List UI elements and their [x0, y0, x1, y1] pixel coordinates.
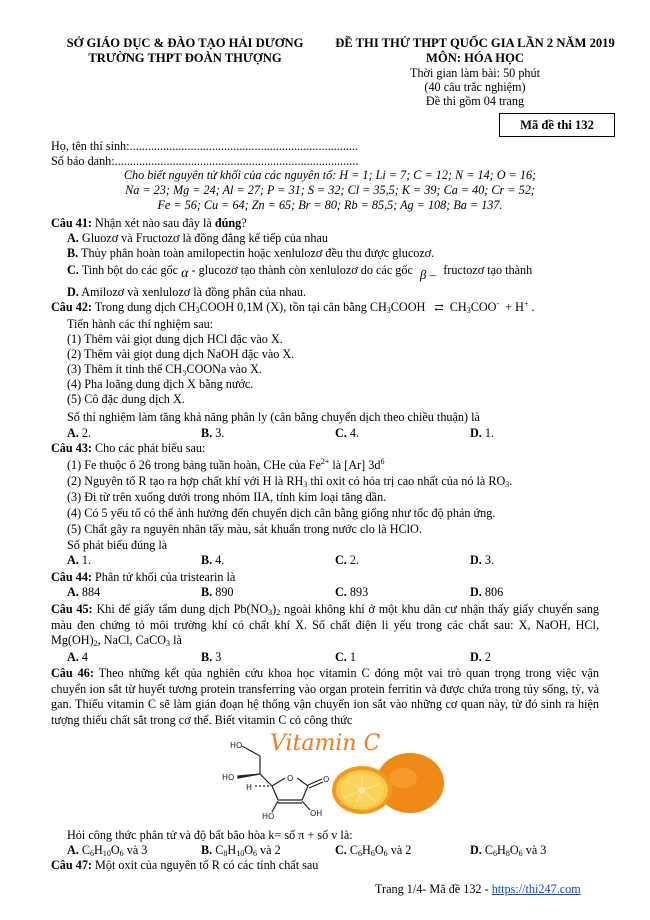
- subscript: 3: [466, 306, 471, 315]
- formula-text: O: [509, 843, 519, 857]
- question-text: Trong dung dịch CH: [91, 300, 196, 314]
- subscript: 6: [90, 849, 95, 858]
- superscript: -: [496, 299, 500, 308]
- option-letter: B.: [67, 246, 79, 260]
- formula-text: H: [227, 843, 237, 857]
- option-letter: C.: [67, 263, 79, 277]
- option-text: và 2: [257, 843, 281, 857]
- question-text: + H: [502, 300, 524, 314]
- q44-option-c[interactable]: [335, 585, 368, 600]
- question-number: Câu 43:: [51, 441, 92, 455]
- question-text: Nhận xét nào sau đây là: [91, 216, 215, 230]
- q42-item-4: (4) Pha loãng dung dịch X bằng nước.: [67, 377, 254, 391]
- candidate-id-label: Số báo danh:: [51, 154, 115, 168]
- q42-intro: Tiến hành các thí nghiệm sau:: [67, 317, 214, 331]
- school-header: [40, 36, 330, 66]
- option-letter: D.: [470, 426, 482, 440]
- option-text: 1.: [81, 553, 92, 567]
- subscript: 8: [505, 849, 510, 858]
- footer-text: Trang 1/4- Mã đề 132 -: [375, 882, 492, 896]
- q43-option-b[interactable]: [201, 553, 224, 568]
- ring-oxygen-label: O: [287, 774, 294, 783]
- exam-code-box: Mã đề thi 132: [499, 113, 615, 137]
- q45-option-a[interactable]: [67, 650, 88, 665]
- option-text: fructozơ tạo thành: [440, 263, 533, 277]
- footer-link[interactable]: https://thi247.com: [491, 882, 581, 896]
- q41-option-d[interactable]: [67, 285, 306, 300]
- q41-option-c[interactable]: [67, 262, 533, 282]
- option-text: 2.: [349, 553, 360, 567]
- subscript: 3: [303, 480, 308, 489]
- subscript: 3: [195, 306, 200, 315]
- question-46: [51, 666, 599, 728]
- option-text: - glucozơ tạo thành còn xenlulozơ do các gốc: [188, 263, 416, 277]
- option-letter: D.: [470, 585, 482, 599]
- option-text: 806: [484, 585, 504, 599]
- exam-question-count: (40 câu trắc nghiệm): [424, 80, 526, 94]
- option-text: 884: [81, 585, 101, 599]
- q43-option-d[interactable]: [470, 553, 494, 568]
- option-text: 3.: [484, 553, 495, 567]
- option-text: 893: [349, 585, 369, 599]
- option-text: 3: [215, 650, 222, 664]
- candidate-id-line: [51, 154, 358, 169]
- candidate-id-field[interactable]: ................................................................................: [114, 154, 359, 168]
- item-text: .: [509, 474, 513, 488]
- option-letter: D.: [67, 285, 79, 299]
- option-text: và 2: [387, 843, 412, 857]
- option-letter: C.: [335, 843, 347, 857]
- question-text: .: [528, 300, 535, 314]
- option-text: 4.: [215, 553, 225, 567]
- option-letter: A.: [67, 843, 79, 857]
- q42-option-a[interactable]: [67, 426, 91, 441]
- subscript: 6: [518, 849, 523, 858]
- q42-option-b[interactable]: [201, 426, 224, 441]
- q45-option-b[interactable]: [201, 650, 221, 665]
- vitamin-c-title: Vitamin C: [270, 731, 381, 756]
- option-letter: C.: [335, 585, 347, 599]
- subscript: 6: [383, 849, 388, 858]
- subscript: 3: [166, 639, 171, 648]
- question-43: [51, 441, 205, 456]
- subscript: 2: [276, 608, 281, 617]
- subscript: 6: [493, 849, 498, 858]
- option-letter: C.: [335, 553, 347, 567]
- question-41: [51, 216, 247, 231]
- question-number: Câu 46:: [51, 666, 94, 680]
- option-letter: B.: [201, 585, 213, 599]
- exam-pages: Đề thi gồm 04 trang: [425, 94, 525, 108]
- q44-option-b[interactable]: [201, 585, 234, 600]
- q42-item-2: (2) Thêm vài giọt dung dịch NaOH đặc vào X.: [67, 347, 295, 361]
- q43-item-5: (5) Chất gây ra nguyên nhân tẩy màu, sát khuẩn trong nước clo là HClO.: [67, 522, 422, 536]
- option-text: 890: [215, 585, 234, 599]
- subscript: 10: [236, 849, 245, 858]
- q46-option-a[interactable]: [67, 843, 147, 858]
- formula-text: H: [497, 843, 506, 857]
- option-text: 1.: [484, 426, 495, 440]
- candidate-name-field[interactable]: ...........................................................................: [129, 139, 359, 153]
- question-text: COO: [470, 300, 497, 314]
- subscript: 10: [102, 849, 111, 858]
- formula-text: O: [110, 843, 120, 857]
- question-text: Cho các phát biểu sau:: [91, 441, 206, 455]
- question-text: CH: [449, 300, 467, 314]
- q43-item-3: (3) Đi từ trên xuống dưới trong nhóm IIA, tính kim loại tăng dần.: [67, 490, 387, 504]
- q44-option-d[interactable]: [470, 585, 503, 600]
- question-number: Câu 47:: [51, 858, 92, 872]
- option-text: 1: [349, 650, 356, 664]
- subscript: 6: [370, 849, 375, 858]
- q43-item-4: (4) Có 5 yếu tố có thể ảnh hưởng đến chuyển dịch cân bằng giống như tốc độ phản ứng.: [67, 506, 496, 520]
- question-text: Theo những kết qủa nghiên cứu khoa học vitamin C đóng một vai trò quan trọng trong việc vận chuyển ion sắt từ huyết tương protein transferring vào organ protein ferritin và được chứa trong tủy sống, tỳ, và gan. Thiếu vitamin C sẽ làm gián đoạn hệ thống vận chuyển ion sắt vào những cơ quan này, từ đó sinh ra hiện tượng thiếu chất sắt trong cơ thể. Biết vitamin C có công thức: [51, 666, 599, 727]
- q46-ask: Hỏi công thức phân tử và độ bất bão hòa k= số π + số v là:: [67, 828, 353, 842]
- page-footer: [375, 882, 581, 897]
- question-end: ?: [241, 216, 247, 230]
- candidate-name-line: [51, 139, 358, 154]
- exam-header: [320, 36, 630, 108]
- candidate-name-label: Họ, tên thí sinh:: [51, 139, 130, 153]
- option-text: và 3: [522, 843, 547, 857]
- q42-option-d[interactable]: [470, 426, 494, 441]
- question-text: COOH: [390, 300, 426, 314]
- subscript: 6: [119, 849, 124, 858]
- ho-label: HO: [262, 812, 275, 820]
- formula-text: C: [215, 843, 224, 857]
- atomic-masses-line-1: Cho biết nguyên tử khối của các nguyên tố: H = 1; Li = 7; C = 12; N = 14; O = 16;: [123, 168, 537, 182]
- item-text: (1) Fe thuộc ô 26 trong bảng tuần hoàn, CHe của Fe: [67, 458, 321, 472]
- q43-option-c[interactable]: [335, 553, 359, 568]
- question-text: Khi để giấy tẩm dung dịch Pb(NO: [92, 602, 269, 616]
- q43-item-1: [67, 458, 384, 473]
- formula-text: H: [94, 843, 103, 857]
- formula-text: C: [349, 843, 359, 857]
- formula-text: O: [244, 843, 253, 857]
- option-text: và 3: [123, 843, 148, 857]
- ho-label: HO: [222, 773, 235, 782]
- formula-text: H: [362, 843, 371, 857]
- option-text: Tinh bột do các gốc: [81, 263, 182, 277]
- option-letter: D.: [470, 650, 482, 664]
- h-label: H: [246, 783, 253, 792]
- q41-option-a[interactable]: [67, 231, 328, 246]
- equilibrium-arrow-icon: ⇄: [434, 302, 444, 314]
- q41-option-b[interactable]: [67, 246, 434, 261]
- option-letter: A.: [67, 650, 79, 664]
- question-emphasis: đúng: [214, 216, 242, 230]
- q43-ask: Số phát biểu đúng là: [67, 538, 168, 552]
- question-42: [51, 300, 535, 316]
- question-text: , NaCl, CaCO: [97, 633, 167, 647]
- vitamin-c-figure: [210, 728, 455, 820]
- exam-subject: MÔN: HÓA HỌC: [426, 51, 524, 65]
- question-47: [51, 858, 318, 873]
- superscript: 6: [380, 457, 385, 466]
- option-letter: C.: [335, 650, 347, 664]
- option-text: Amilozơ và xenlulozơ là đồng phân của nhau.: [81, 285, 306, 299]
- q45-option-d[interactable]: [470, 650, 491, 665]
- superscript: +: [523, 299, 529, 308]
- option-letter: A.: [67, 553, 79, 567]
- subscript: 8: [223, 849, 228, 858]
- subscript: 6: [253, 849, 257, 858]
- option-text: 4: [81, 650, 88, 664]
- option-letter: B.: [201, 650, 213, 664]
- item-text: thì oxit có hóa trị cao nhất của nó là RO: [307, 474, 506, 488]
- q46-option-c[interactable]: [335, 843, 411, 858]
- beta-symbol: β –: [419, 267, 437, 282]
- exam-duration: Thời gian làm bài: 50 phút: [410, 66, 540, 80]
- q46-option-d[interactable]: [470, 843, 546, 858]
- department-name: SỞ GIÁO DỤC & ĐÀO TẠO HẢI DƯƠNG: [66, 36, 304, 50]
- option-letter: B.: [201, 426, 213, 440]
- subscript: 3: [505, 480, 510, 489]
- option-text: Gluozơ và Fructozơ là đồng đẳng kế tiếp của nhau: [81, 231, 328, 245]
- question-text: là: [170, 633, 182, 647]
- carbonyl-oxygen-label: O: [323, 775, 330, 784]
- question-text: COOH 0,1M (X), tồn tại cân bằng CH: [199, 300, 387, 314]
- subscript: 3: [386, 306, 391, 315]
- q46-option-b[interactable]: [201, 843, 281, 858]
- formula-text: C: [484, 843, 494, 857]
- q42-option-c[interactable]: [335, 426, 359, 441]
- q45-option-c[interactable]: [335, 650, 356, 665]
- question-text: ngoài không khí ở một khu dân cư nhận thấy giấy chuyển sang màu đen chứng tỏ môi trường khí có chất khí X. Số chất điện li yếu trong các chất sau: X, NaOH, HCl, Mg(OH): [51, 602, 600, 647]
- atomic-masses-line-2: Na = 23; Mg = 24; Al = 27; P = 31; S = 32; Cl = 35,5; K = 39; Ca = 40; Cr = 52;: [125, 183, 535, 197]
- q42-item-5: (5) Cô đặc dung dịch X.: [67, 392, 185, 406]
- formula-text: C: [81, 843, 91, 857]
- q43-option-a[interactable]: [67, 553, 91, 568]
- question-44: [51, 570, 235, 585]
- subscript: 3: [268, 608, 273, 617]
- option-text: 4.: [349, 426, 360, 440]
- option-letter: B.: [201, 843, 213, 857]
- question-number: Câu 42:: [51, 300, 92, 314]
- ho-label: HO: [230, 741, 243, 750]
- option-letter: A.: [67, 585, 79, 599]
- atomic-masses-line-3: Fe = 56; Cu = 64; Zn = 65; Br = 80; Rb = 85,5; Ag = 108; Ba = 137.: [157, 198, 503, 212]
- option-letter: D.: [470, 843, 482, 857]
- superscript: 2+: [320, 457, 330, 466]
- option-text: 2: [484, 650, 491, 664]
- q42-ask: Số thí nghiệm làm tăng khả năng phân ly (cân bằng chuyển dịch theo chiều thuận) là: [67, 410, 480, 424]
- question-number: Câu 45:: [51, 602, 93, 616]
- option-text: Thủy phân hoàn toàn amilopectin hoặc xenlulozơ đều thu được glucozơ.: [81, 246, 435, 260]
- question-text: Phân tử khối của tristearin là: [91, 570, 236, 584]
- subscript: 6: [358, 849, 363, 858]
- option-letter: D.: [470, 553, 482, 567]
- question-45: Câu 45: Khi để giấy tẩm dung dịch $Pb(NO_3)_2$ ngoài không khí ở một khu dân cư nhận thấy giấy chuyển sang màu đen chứng tỏ môi trường khí có chất khí X. Số chất điện li yếu trong các chất sau: X, NaOH, HCl, $Mg(OH)_2$, NaCl, CaCO$_3$ là: [51, 602, 600, 648]
- oh-label: OH: [310, 809, 323, 818]
- q42-item-1: (1) Thêm vài giọt dung dịch HCl đặc vào X.: [67, 332, 283, 346]
- option-letter: A.: [67, 426, 79, 440]
- school-name: TRƯỜNG THPT ĐOÀN THƯỢNG: [88, 51, 282, 65]
- subscript: 2: [93, 639, 98, 648]
- q43-item-2: [67, 474, 512, 489]
- question-text: Một oxit của nguyên tố R có các tính chất sau: [91, 858, 319, 872]
- exam-title: ĐỀ THI THỬ THPT QUỐC GIA LẦN 2 NĂM 2019: [335, 36, 615, 50]
- option-letter: C.: [335, 426, 347, 440]
- option-letter: B.: [201, 553, 213, 567]
- item-text: là [Ar] 3d: [329, 458, 381, 472]
- question-number: Câu 41:: [51, 216, 92, 230]
- alpha-symbol: α: [181, 266, 189, 281]
- q42-item-3: (3) Thêm ít tinh thể CH₃COONa vào X.: [67, 362, 262, 376]
- item-text: (2) Nguyên tố R tạo ra hợp chất khí với H là RH: [67, 474, 304, 488]
- orange-icon: [332, 753, 444, 814]
- formula-text: O: [374, 843, 384, 857]
- question-number: Câu 44:: [51, 570, 92, 584]
- option-text: 2.: [81, 426, 92, 440]
- q44-option-a[interactable]: [67, 585, 100, 600]
- option-text: 3.: [215, 426, 225, 440]
- option-letter: A.: [67, 231, 79, 245]
